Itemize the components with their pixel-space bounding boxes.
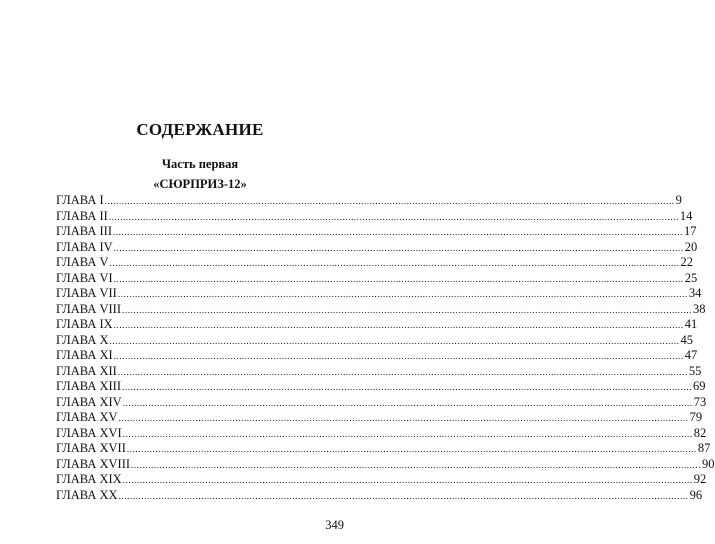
chapter-label: ГЛАВА X bbox=[56, 332, 109, 347]
page-title: СОДЕРЖАНИЕ bbox=[136, 120, 264, 139]
chapter-label: ГЛАВА XIV bbox=[56, 394, 122, 409]
dot-leader: ........................................................................................................................................................................................................ bbox=[113, 242, 684, 253]
chapter-page-number: 92 bbox=[693, 472, 707, 486]
dot-leader: ........................................................................................................................................................................................................ bbox=[117, 289, 688, 299]
toc-entry bbox=[56, 379, 706, 395]
chapter-label: ГЛАВА VII bbox=[56, 286, 117, 300]
toc-entry bbox=[56, 487, 703, 504]
dot-leader: ........................................................................................................................................................................................................ bbox=[131, 459, 702, 470]
dot-leader: ........................................................................................................................................................................................................ bbox=[113, 320, 684, 330]
chapter-page-number: 22 bbox=[680, 255, 694, 269]
chapter-label: ГЛАВА II bbox=[56, 208, 108, 223]
chapter-label: ГЛАВА XX bbox=[56, 487, 118, 502]
chapter-page-number: 73 bbox=[693, 394, 707, 409]
chapter-label: ГЛАВА I bbox=[56, 193, 104, 207]
dot-leader: ........................................................................................................................................................................................................ bbox=[126, 444, 697, 454]
chapter-label: ГЛАВА XII bbox=[56, 363, 117, 378]
chapter-label: ГЛАВА XVI bbox=[56, 425, 122, 440]
dot-leader: ........................................................................................................................................................................................................ bbox=[113, 273, 684, 284]
dot-leader: ........................................................................................................................................................................................................ bbox=[122, 428, 693, 439]
dot-leader: ........................................................................................................................................................................................................ bbox=[118, 490, 689, 501]
chapter-label: ГЛАВА XIII bbox=[56, 379, 122, 393]
part-subtitle: «СЮРПРИЗ-12» bbox=[153, 177, 247, 191]
dot-leader: ........................................................................................................................................................................................................ bbox=[112, 227, 683, 237]
chapter-page-number: 69 bbox=[693, 379, 706, 393]
dot-leader: ........................................................................................................................................................................................................ bbox=[104, 196, 675, 206]
toc-entry bbox=[56, 255, 694, 271]
toc-entry bbox=[56, 270, 698, 287]
chapter-label: ГЛАВА VI bbox=[56, 270, 113, 285]
dot-leader: ........................................................................................................................................................................................................ bbox=[122, 304, 693, 315]
chapter-page-number: 96 bbox=[689, 487, 703, 502]
chapter-label: ГЛАВА XI bbox=[56, 348, 113, 362]
toc-entry bbox=[56, 193, 682, 209]
chapter-label: ГЛАВА V bbox=[56, 255, 109, 269]
chapter-page-number: 79 bbox=[689, 410, 703, 424]
chapter-label: ГЛАВА IX bbox=[56, 317, 113, 331]
chapter-label: ГЛАВА XIX bbox=[56, 472, 122, 486]
part-title: Часть первая bbox=[161, 157, 239, 171]
chapter-label: ГЛАВА XVIII bbox=[56, 456, 131, 471]
toc-entry bbox=[56, 208, 693, 225]
chapter-page-number: 14 bbox=[679, 208, 693, 223]
dot-leader: ........................................................................................................................................................................................................ bbox=[113, 351, 684, 361]
chapter-label: ГЛАВА IV bbox=[56, 239, 113, 254]
chapter-label: ГЛАВА VIII bbox=[56, 301, 122, 316]
chapter-page-number: 90 bbox=[702, 456, 715, 471]
chapter-page-number: 20 bbox=[684, 239, 698, 254]
dot-leader: ........................................................................................................................................................................................................ bbox=[122, 475, 693, 485]
dot-leader: ........................................................................................................................................................................................................ bbox=[109, 258, 680, 268]
chapter-label: ГЛАВА III bbox=[56, 224, 112, 238]
chapter-page-number: 55 bbox=[688, 363, 702, 378]
chapter-page-number: 34 bbox=[688, 286, 702, 300]
chapter-page-number: 87 bbox=[697, 441, 711, 455]
chapter-page-number: 41 bbox=[684, 317, 698, 331]
toc-entry bbox=[56, 332, 694, 349]
toc-entry bbox=[56, 301, 706, 318]
toc-entry bbox=[56, 224, 697, 240]
chapter-label: ГЛАВА XV bbox=[56, 410, 118, 424]
dot-leader: ........................................................................................................................................................................................................ bbox=[122, 397, 693, 408]
toc-entry bbox=[56, 425, 707, 442]
chapter-page-number: 45 bbox=[680, 332, 694, 347]
toc-entry bbox=[56, 239, 698, 256]
chapter-page-number: 82 bbox=[693, 425, 707, 440]
toc-entry bbox=[56, 410, 703, 426]
toc-entry bbox=[56, 394, 707, 411]
toc-entry bbox=[56, 472, 707, 488]
dot-leader: ........................................................................................................................................................................................................ bbox=[118, 413, 689, 423]
toc-entry bbox=[56, 456, 715, 473]
toc-entry bbox=[56, 348, 698, 364]
dot-leader: ........................................................................................................................................................................................................ bbox=[109, 335, 680, 346]
chapter-page-number: 47 bbox=[684, 348, 698, 362]
chapter-label: ГЛАВА XVII bbox=[56, 441, 126, 455]
toc-entry bbox=[56, 286, 702, 302]
chapter-page-number: 9 bbox=[675, 193, 682, 207]
chapter-page-number: 25 bbox=[684, 270, 698, 285]
toc-entry bbox=[56, 441, 711, 457]
dot-leader: ........................................................................................................................................................................................................ bbox=[117, 366, 688, 377]
dot-leader: ........................................................................................................................................................................................................ bbox=[122, 382, 693, 392]
table-of-contents bbox=[56, 193, 715, 503]
dot-leader: ........................................................................................................................................................................................................ bbox=[108, 211, 679, 222]
chapter-page-number: 38 bbox=[693, 301, 706, 316]
toc-entry bbox=[56, 363, 702, 380]
page-number: 349 bbox=[325, 518, 344, 532]
chapter-page-number: 17 bbox=[683, 224, 697, 238]
toc-entry bbox=[56, 317, 698, 333]
